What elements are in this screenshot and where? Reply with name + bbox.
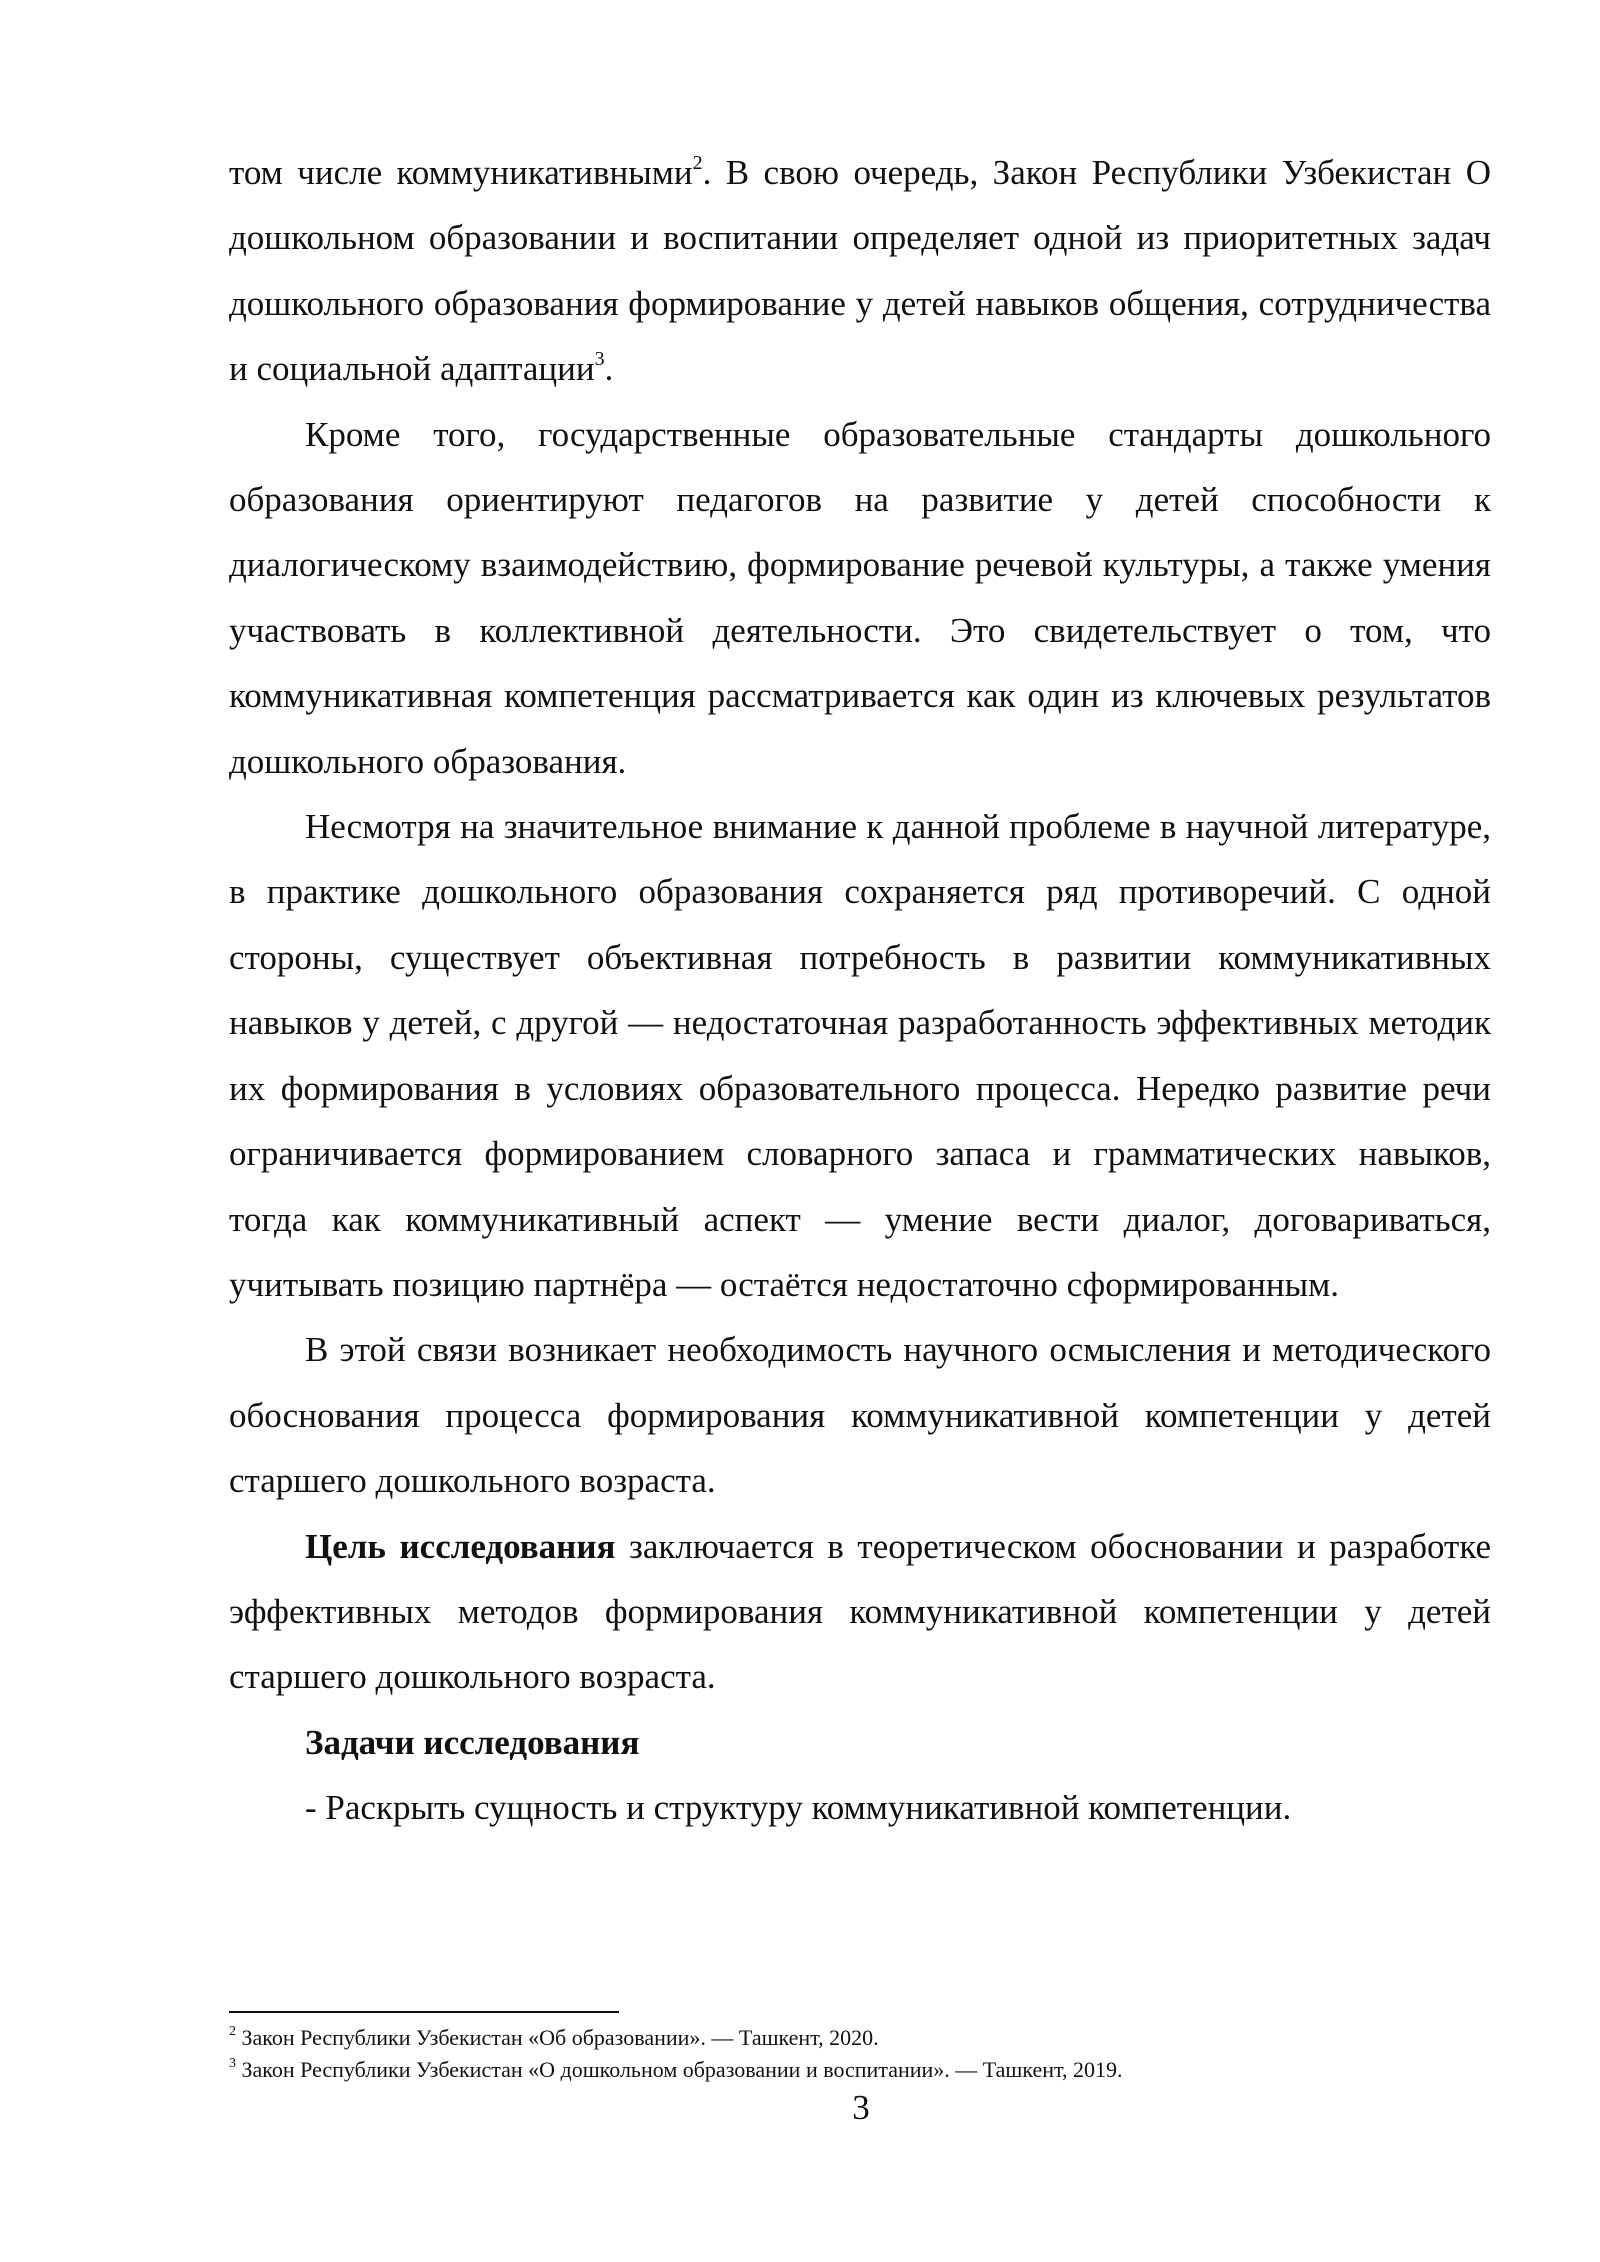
paragraph-necessity: В этой связи возникает необходимость научного осмысления и методического обоснования процесса формирования коммуникативной компетенции у детей старшего дошкольного возраста. bbox=[229, 1330, 1491, 1501]
paragraph-contradictions: Несмотря на значительное внимание к данной проблеме в научной литературе, в практике дошкольного образования сохраняется ряд противоречий. С одной стороны, существует объективная потребность в развитии коммуникативных навыков у детей, с другой — недостаточная разработанность эффективных методик их формирования в условиях образовательного процесса. Нередко развитие речи ограничивается формированием словарного запаса и грамматических навыков, тогда как коммуникативный аспект — умение вести диалог, договариваться, учитывать позицию партнёра — остаётся недостаточно сформированным. bbox=[229, 807, 1491, 1304]
paragraph-text: . В свою очередь, Закон Республики Узбекистан О дошкольном образовании и воспитании определяет одной из приоритетных задач дошкольного образования формирование у детей навыков общения, сотрудничества и социальной адаптации bbox=[229, 153, 1491, 389]
body-text bbox=[229, 140, 1491, 1841]
paragraph-text: . bbox=[604, 349, 614, 389]
paragraph-research-goal bbox=[229, 1514, 1491, 1710]
paragraph-text: том числе коммуникативными bbox=[229, 153, 693, 192]
research-task-item: - Раскрыть сущность и структуру коммуникативной компетенции. bbox=[305, 1788, 1292, 1828]
footnotes bbox=[229, 2022, 1491, 2086]
page-number: 3 bbox=[852, 2088, 870, 2127]
paragraph-standards: Кроме того, государственные образовательные стандарты дошкольного образования ориентируют педагогов на развитие у детей способности к диалогическому взаимодействию, формирование речевой культуры, а также умения участвовать в коллективной деятельности. Это свидетельствует о том, что коммуникативная компетенция рассматривается как один из ключевых результатов дошкольного образования. bbox=[229, 414, 1491, 781]
research-tasks-heading: Задачи исследования bbox=[305, 1722, 640, 1762]
research-goal-text: заключается в теоретическом обосновании и разработке эффективных методов формирования коммуникативной компетенции у детей старшего дошкольного возраста. bbox=[229, 1526, 1492, 1697]
footnote-mark: 3 bbox=[229, 2056, 236, 2072]
footnote-ref[interactable]: 3 bbox=[594, 348, 605, 371]
footnote-item bbox=[229, 2054, 1491, 2086]
research-goal-heading: Цель исследования bbox=[305, 1526, 616, 1566]
footnote-mark: 2 bbox=[229, 2024, 236, 2040]
footnote-item bbox=[229, 2022, 1491, 2054]
footnote-text: Закон Республики Узбекистан «О дошкольном образовании и воспитании». — Ташкент, 2019. bbox=[236, 2057, 1123, 2082]
footnote-separator bbox=[229, 2011, 619, 2013]
footnote-ref[interactable]: 2 bbox=[692, 152, 703, 174]
footnote-text: Закон Республики Узбекистан «Об образовании». — Ташкент, 2020. bbox=[236, 2025, 879, 2050]
paragraph-law-reference bbox=[229, 140, 1491, 402]
